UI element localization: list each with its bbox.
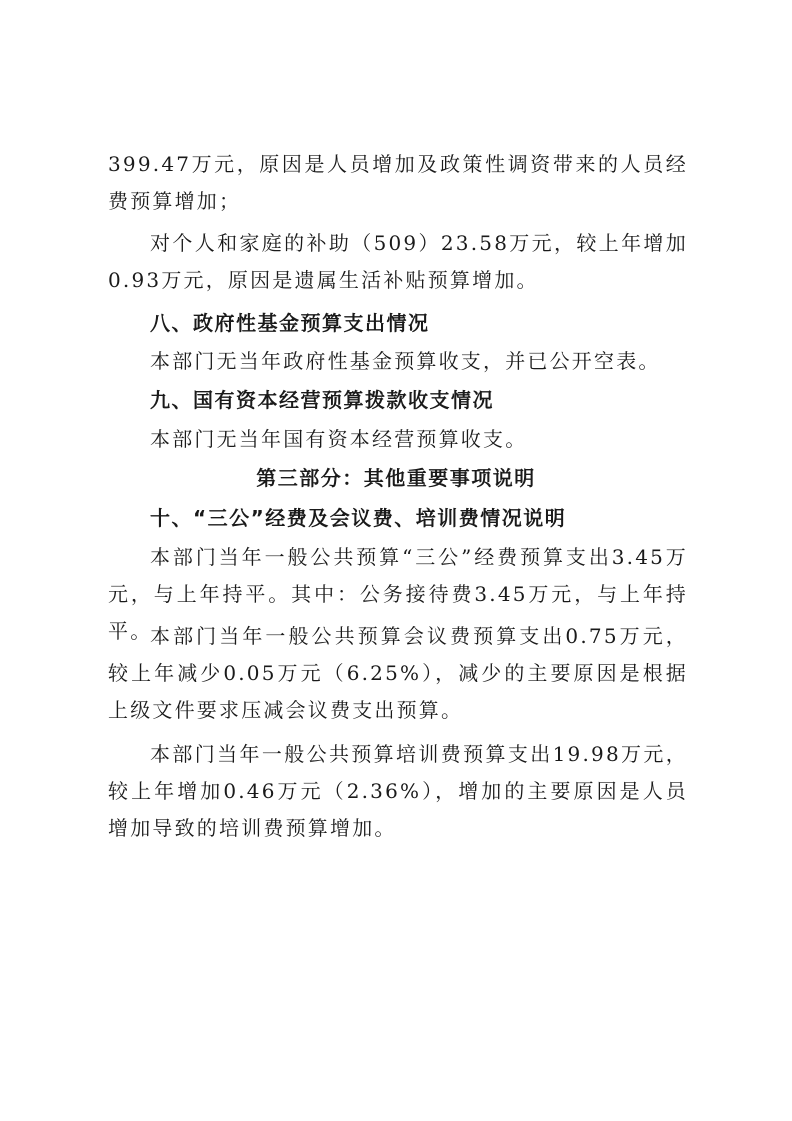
heading-government-fund: 八、政府性基金预算支出情况 [150, 311, 430, 335]
paragraph-family-subsidy: 对个人和家庭的补助（509）23.58万元，较上年增加0.93万元，原因是遗属生活补贴预算增加。 [108, 231, 688, 292]
paragraph-meeting-fees: 本部门当年一般公共预算会议费预算支出0.75万元，较上年减少0.05万元（6.25%），减少的主要原因是根据上级文件要求压减会议费支出预算。 [108, 624, 688, 722]
paragraph-training-fees: 本部门当年一般公共预算培训费预算支出19.98万元，较上年增加0.46万元（2.36%），增加的主要原因是人员增加导致的培训费预算增加。 [108, 742, 688, 840]
paragraph-personnel-funds: 399.47万元，原因是人员增加及政策性调资带来的人员经费预算增加； [108, 152, 688, 213]
heading-state-capital: 九、国有资本经营预算拨款收支情况 [150, 388, 494, 412]
paragraph-three-public-funds: 本部门当年一般公共预算“三公”经费预算支出3.45万元，与上年持平。其中：公务接待费3.45万元，与上年持平。 [108, 545, 688, 643]
paragraph-government-fund: 本部门无当年政府性基金预算收支，并已公开空表。 [150, 349, 661, 373]
heading-three-public-funds: 十、“三公”经费及会议费、培训费情况说明 [150, 506, 567, 530]
heading-part-three: 第三部分：其他重要事项说明 [256, 466, 536, 490]
paragraph-state-capital: 本部门无当年国有资本经营预算收支。 [150, 427, 528, 451]
